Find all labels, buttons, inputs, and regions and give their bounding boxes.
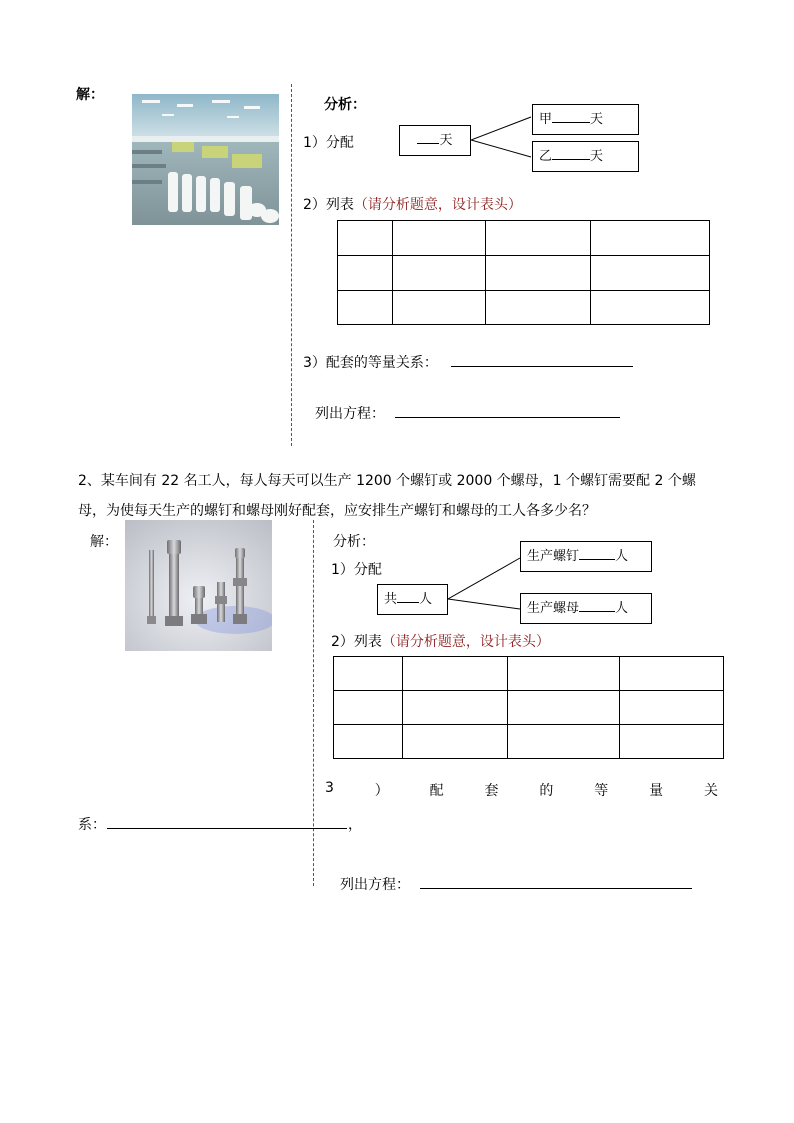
table-cell[interactable] [334,657,403,691]
total-days-box: 天 [399,125,471,156]
step3-continued-2: 系： [78,817,106,833]
step1-label: 1）分配 [303,135,354,151]
blank-line[interactable] [552,110,590,123]
table-cell[interactable] [393,221,486,256]
column-divider [291,84,292,446]
table-cell[interactable] [403,657,508,691]
solution-label: 解： [76,87,104,103]
table-cell[interactable] [591,291,710,325]
branch-nut-box: 生产螺母 人 [520,593,652,624]
branch-lines [471,112,533,162]
step3-end-2: ， [348,817,362,833]
table-cell[interactable] [508,657,620,691]
branch-a-box: 甲 天 [532,104,639,135]
table-cell[interactable] [403,691,508,725]
table-cell[interactable] [486,291,591,325]
step2-hint: （请分析题意，设计表头） [353,197,522,213]
table-cell[interactable] [393,256,486,291]
table-cell[interactable] [334,725,403,759]
table-cell[interactable] [338,256,393,291]
table-cell[interactable] [508,691,620,725]
step2-label: 2）列表（请分析题意，设计表头） [303,197,522,213]
analysis-table [337,220,710,325]
table-cell[interactable] [620,725,724,759]
step2-label-2: 2）列表（请分析题意，设计表头） [331,634,550,650]
equation-label-2: 列出方程： [340,877,410,893]
step3-label: 3）配套的等量关系： [303,355,438,371]
equation-label: 列出方程： [315,406,385,422]
table-cell[interactable] [338,221,393,256]
problem-text: 2、某车间有 22 名工人，每人每天可以生产 1200 个螺钉或 2000 个螺母，1 个螺钉需要配 2 个螺母，为使每天生产的螺钉和螺母刚好配套，应安排生产螺钉和螺母的工人各多少名？ [78,473,696,519]
relation-answer-line[interactable] [451,366,633,367]
blank-line[interactable] [417,131,439,144]
blank-line[interactable] [579,599,615,612]
solution-label-2: 解： [90,534,118,550]
step1-label-2: 1）分配 [331,562,382,578]
step3-line-2: 3 ） 配 套 的 等 量 关 [325,780,718,799]
table-cell[interactable] [393,291,486,325]
table-cell[interactable] [338,291,393,325]
bolts-photo [125,520,272,651]
branch-lines-2 [448,552,522,618]
table-cell[interactable] [486,221,591,256]
table-cell[interactable] [486,256,591,291]
table-cell[interactable] [620,691,724,725]
blank-line[interactable] [397,590,419,603]
branch-b-box: 乙 天 [532,141,639,172]
analysis-label: 分析： [324,97,366,113]
table-cell[interactable] [508,725,620,759]
analysis-table-2 [333,656,724,759]
table-cell[interactable] [591,221,710,256]
branch-bolt-box: 生产螺钉 人 [520,541,652,572]
blank-line[interactable] [552,147,590,160]
total-workers-box: 共 人 [377,584,448,615]
factory-photo [132,94,279,225]
table-cell[interactable] [403,725,508,759]
table-cell[interactable] [620,657,724,691]
table-cell[interactable] [334,691,403,725]
table-cell[interactable] [591,256,710,291]
equation-answer-line[interactable] [395,417,620,418]
column-divider-2 [313,520,314,886]
analysis-label-2: 分析： [333,534,375,550]
step2-hint-2: （请分析题意，设计表头） [381,634,550,650]
relation-answer-line-2[interactable] [107,828,347,829]
blank-line[interactable] [579,547,615,560]
equation-answer-line-2[interactable] [420,888,692,889]
